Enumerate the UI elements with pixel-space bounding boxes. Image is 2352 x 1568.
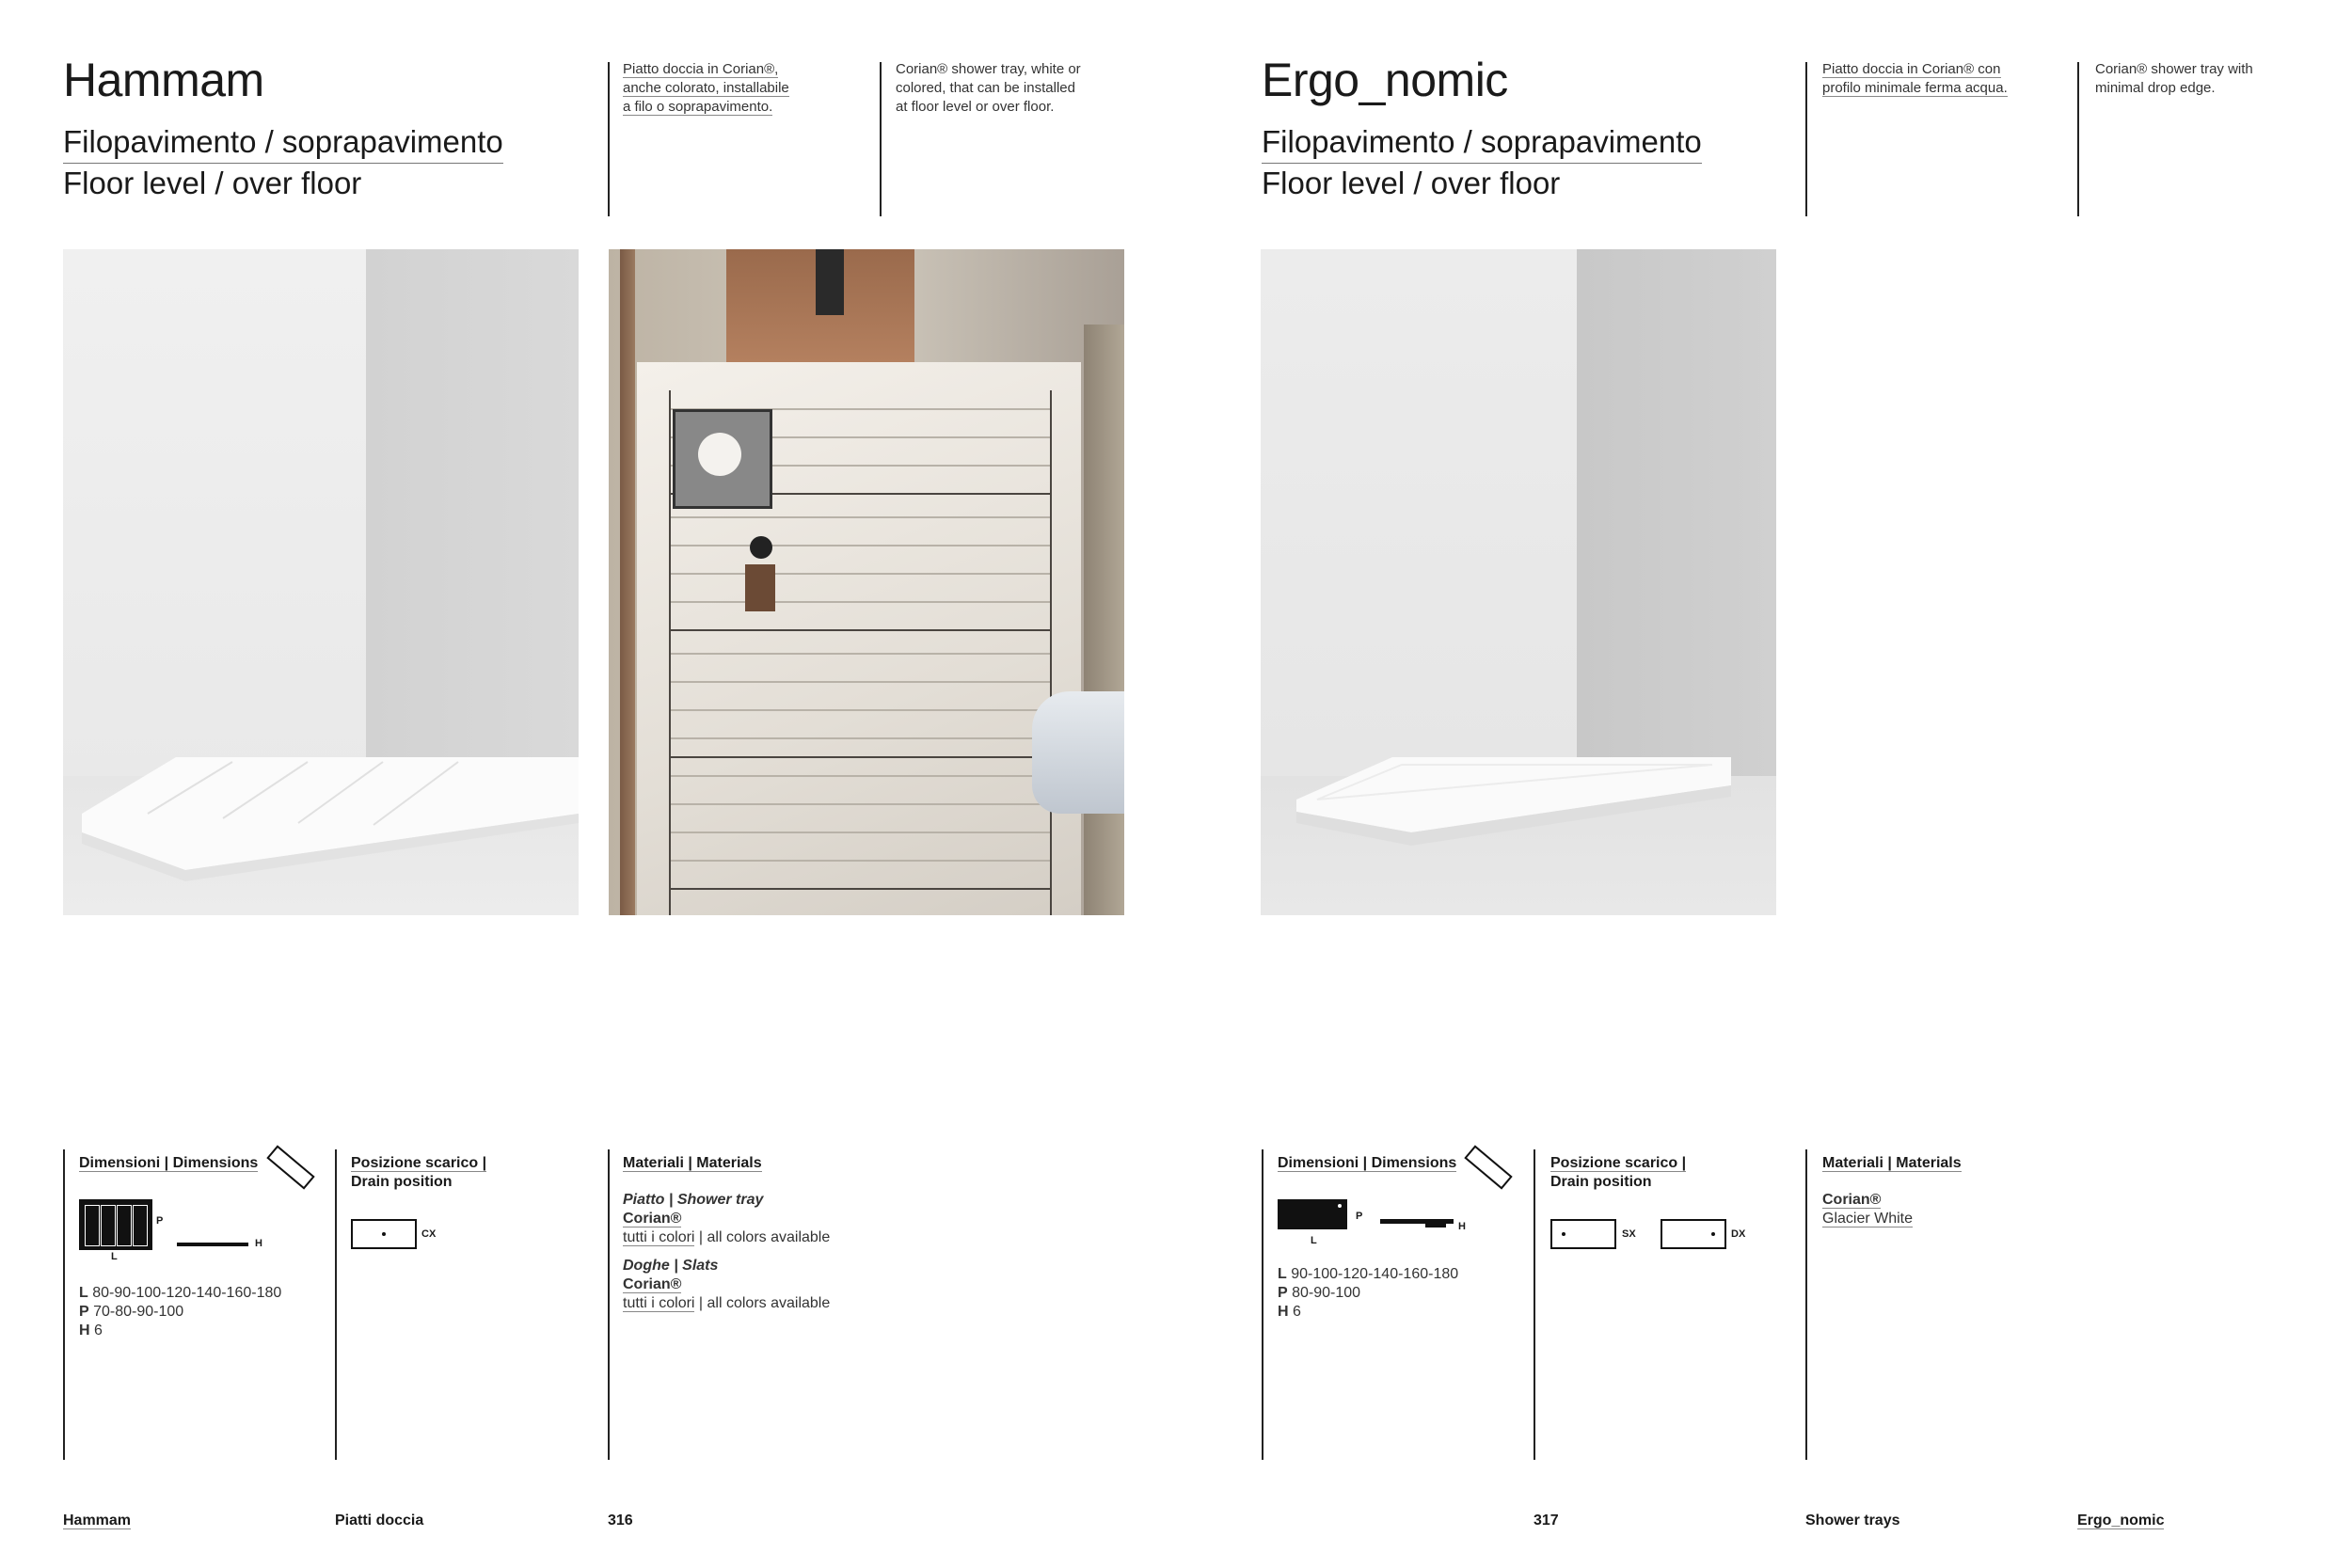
drain-label-dx: DX (1731, 1228, 1746, 1240)
dimension-values: L 90-100-120-140-160-180 P 80-90-100 H 6 (1278, 1266, 1459, 1320)
tray-section-icon (177, 1243, 248, 1246)
ergonomic-tray-drawing (1261, 249, 1776, 915)
subtitle-english: Floor level / over floor (1262, 166, 1561, 200)
column-divider (1805, 62, 1807, 216)
subtitle-english: Floor level / over floor (63, 166, 362, 200)
ruler-icon (1464, 1145, 1512, 1189)
drain-right-icon (1661, 1219, 1726, 1249)
dim-label-p: P (156, 1215, 164, 1227)
tray-section-icon (1380, 1219, 1454, 1224)
dim-label-l: L (111, 1251, 118, 1262)
column-divider (1262, 1149, 1263, 1460)
dim-label-p: P (1356, 1211, 1363, 1222)
hammam-tray-drawing (63, 249, 579, 915)
tray-plan-icon (79, 1199, 152, 1250)
column-divider (2077, 62, 2079, 216)
page-title-ergonomic: Ergo_nomic (1262, 54, 1508, 106)
column-divider (63, 1149, 65, 1460)
footer-category: Shower trays (1805, 1513, 1900, 1528)
dimensions-header: Dimensioni | Dimensions (79, 1155, 259, 1171)
dimensions-header: Dimensioni | Dimensions (1278, 1155, 1457, 1171)
hammam-overhead-photo (609, 249, 1124, 915)
column-divider (608, 62, 610, 216)
drain-center-icon (351, 1219, 417, 1249)
ergonomic-tray-photo (1261, 249, 1776, 915)
ruler-icon (266, 1145, 314, 1189)
footer-category: Piatti doccia (335, 1513, 424, 1528)
description-italian: Piatto doccia in Corian®, anche colorato, installabile a filo o soprapavimento. (623, 61, 789, 115)
description-english: Corian® shower tray, white or colored, that can be installed at floor level or over floor. (896, 61, 1081, 115)
dim-label-l: L (1311, 1235, 1317, 1246)
description-italian: Piatto doccia in Corian® con profilo minimale ferma acqua. (1822, 61, 2008, 96)
description-english: Corian® shower tray with minimal drop edge. (2095, 61, 2253, 96)
footer-page-number: 317 (1534, 1513, 1559, 1528)
footer-page-number: 316 (608, 1513, 633, 1528)
drain-label-sx: SX (1622, 1228, 1636, 1240)
column-divider (880, 62, 882, 216)
column-divider (608, 1149, 610, 1460)
column-divider (1534, 1149, 1535, 1460)
column-divider (1805, 1149, 1807, 1460)
drain-left-icon (1550, 1219, 1616, 1249)
materials-list: Corian® Glacier White (1822, 1192, 1914, 1227)
column-divider (335, 1149, 337, 1460)
page-title-hammam: Hammam (63, 54, 264, 106)
footer-product-name: Hammam (63, 1513, 132, 1528)
drain-position-header: Posizione scarico | Drain position (1550, 1155, 1687, 1190)
materials-list: Piatto | Shower tray Corian® tutti i colori | all colors available Doghe | Slats Corian® tutti i colori | all colors available (623, 1192, 831, 1311)
tray-plan-icon (1278, 1199, 1347, 1229)
dim-label-h: H (255, 1238, 262, 1249)
subtitle-italian: Filopavimento / soprapavimento (63, 126, 503, 164)
dimension-values: L 80-90-100-120-140-160-180 P 70-80-90-100 H 6 (79, 1285, 282, 1338)
hammam-tray-photo (63, 249, 579, 915)
dim-label-h: H (1458, 1221, 1466, 1232)
subtitle-italian: Filopavimento / soprapavimento (1262, 126, 1702, 164)
footer-product-name: Ergo_nomic (2077, 1513, 2165, 1528)
materials-header: Materiali | Materials (623, 1155, 762, 1171)
drain-label-cx: CX (421, 1228, 437, 1240)
materials-header: Materiali | Materials (1822, 1155, 1962, 1171)
drain-position-header: Posizione scarico | Drain position (351, 1155, 487, 1190)
